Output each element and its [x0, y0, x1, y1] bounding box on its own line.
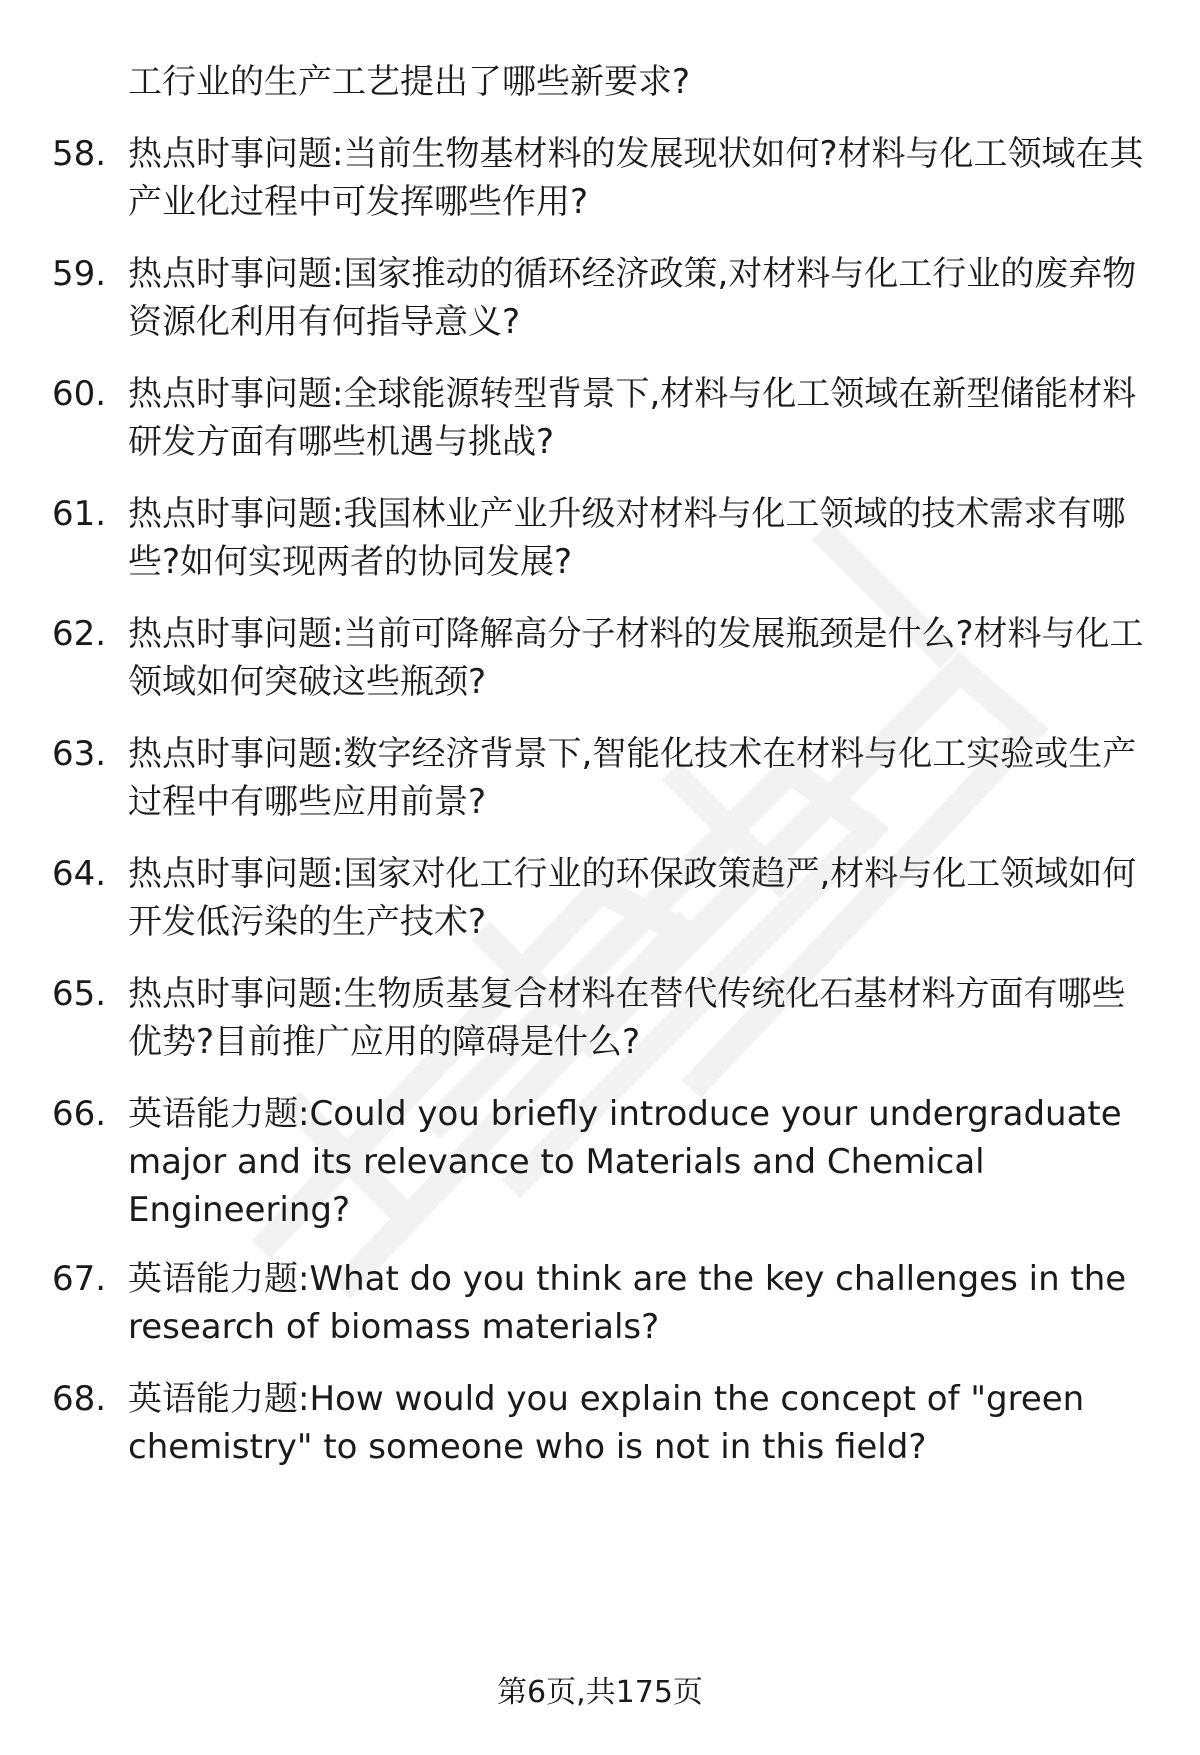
question-item — [52, 1090, 1152, 1234]
question-item — [52, 1375, 1152, 1471]
question-number: 63. — [52, 734, 107, 774]
question-text: 热点时事问题:国家对化工行业的环保政策趋严,材料与化工领域如何开发低污染的生产技术? — [128, 854, 1137, 942]
question-item — [52, 490, 1152, 586]
page-footer: 第6页,共175页 — [497, 1675, 703, 1710]
question-text: 热点时事问题:国家推动的循环经济政策,对材料与化工行业的废弃物资源化利用有何指导意义? — [128, 254, 1137, 342]
question-text: 热点时事问题:数字经济背景下,智能化技术在材料与化工实验或生产过程中有哪些应用前景? — [128, 734, 1137, 822]
question-item — [52, 130, 1152, 226]
question-number: 59. — [52, 254, 107, 294]
question-number: 58. — [52, 134, 107, 174]
question-text: 英语能力题:How would you explain the concept of "green chemistry" to someone who is not in this field? — [128, 1379, 1085, 1467]
question-item — [52, 970, 1152, 1066]
continuation-text: 工行业的生产工艺提出了哪些新要求? — [128, 62, 691, 102]
question-number: 65. — [52, 974, 107, 1014]
question-text: 英语能力题:What do you think are the key challenges in the research of biomass materials? — [128, 1259, 1127, 1347]
question-number: 64. — [52, 854, 107, 894]
question-item — [52, 730, 1152, 826]
question-item — [52, 250, 1152, 346]
question-text: 热点时事问题:全球能源转型背景下,材料与化工领域在新型储能材料研发方面有哪些机遇与挑战? — [128, 374, 1137, 462]
question-item — [52, 1255, 1152, 1351]
question-text: 热点时事问题:当前生物基材料的发展现状如何?材料与化工领域在其产业化过程中可发挥哪些作用? — [128, 134, 1144, 222]
question-item — [52, 850, 1152, 946]
question-number: 60. — [52, 374, 107, 414]
question-number: 66. — [52, 1094, 107, 1134]
question-number: 61. — [52, 494, 107, 534]
question-item — [52, 610, 1152, 706]
question-text: 热点时事问题:当前可降解高分子材料的发展瓶颈是什么?材料与化工领域如何突破这些瓶颈? — [128, 614, 1144, 702]
question-item — [52, 370, 1152, 466]
question-text: 英语能力题:Could you briefly introduce your undergraduate major and its relevance to Materials and Chemical Engineering? — [128, 1094, 1122, 1230]
question-number: 68. — [52, 1379, 107, 1419]
question-text: 热点时事问题:我国林业产业升级对材料与化工领域的技术需求有哪些?如何实现两者的协同发展? — [128, 494, 1126, 582]
question-text: 热点时事问题:生物质基复合材料在替代传统化石基材料方面有哪些优势?目前推广应用的障碍是什么? — [128, 974, 1126, 1062]
question-number: 67. — [52, 1259, 107, 1299]
question-number: 62. — [52, 614, 107, 654]
